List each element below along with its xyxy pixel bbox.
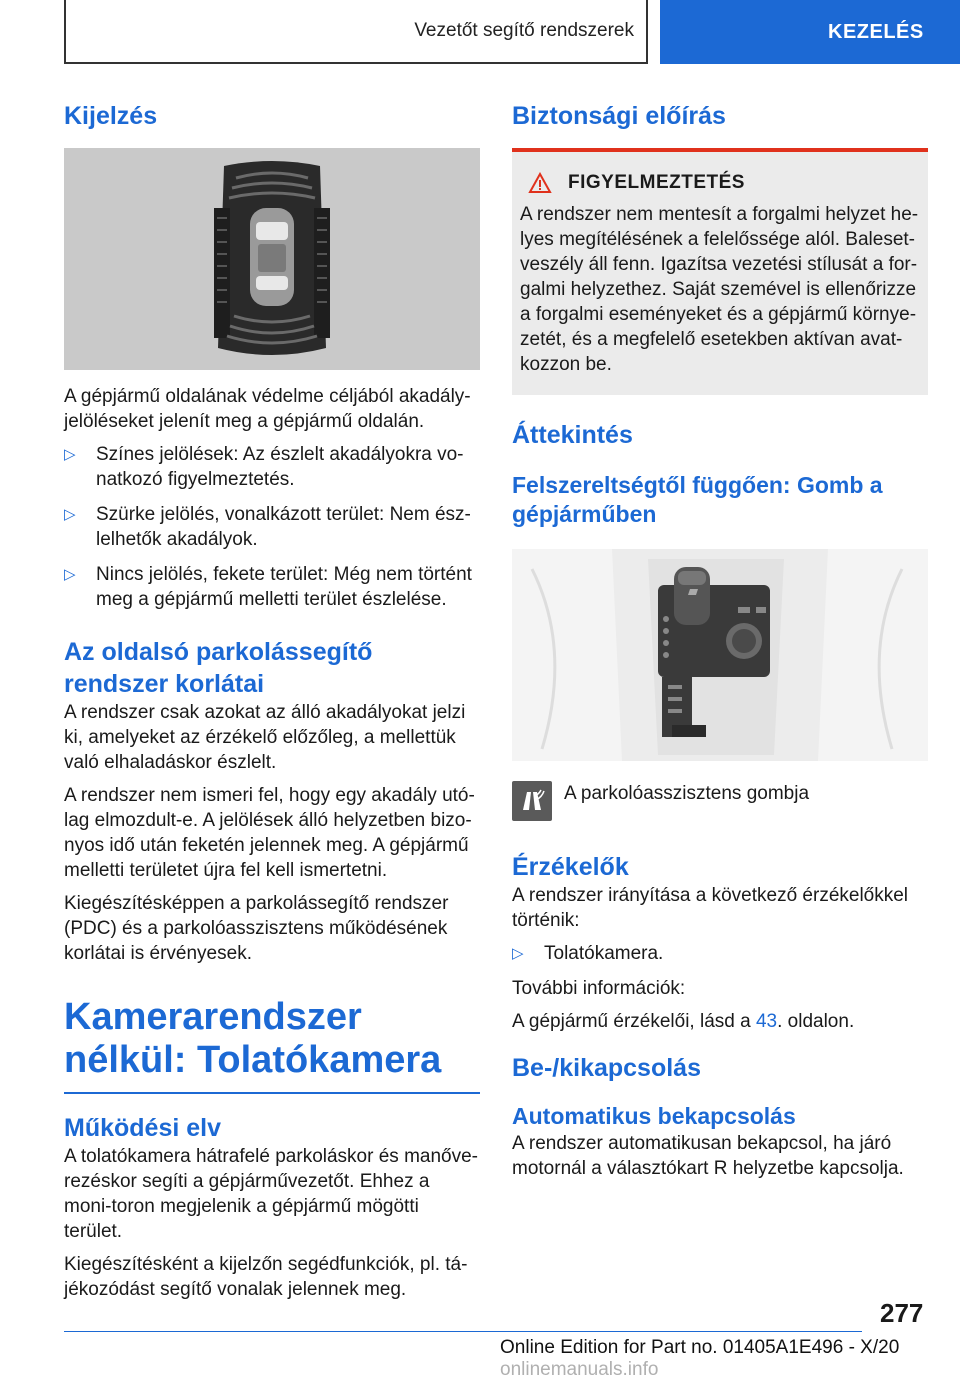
page-number: 277: [880, 1298, 924, 1328]
warning-title-row: [520, 172, 920, 194]
warning-title: FIGYELMEZTETÉS: [568, 172, 745, 193]
left-column: [64, 100, 480, 1310]
auto-text: A rendszer automatikusan bekapcsol, ha járó motornál a választókart R helyzetbe kapcsolja.: [512, 1133, 904, 1179]
parking-assistant-button-icon: [512, 781, 552, 821]
triangle-bullet-icon: ▷: [64, 566, 76, 583]
button-caption: A parkolóasszisztens gombja: [564, 783, 810, 804]
watermark: onlinemanuals.info: [500, 1359, 659, 1380]
camera-heading: Kamerarendszer nélkül: Tolatókamera: [64, 996, 480, 1094]
auto-heading: Automatikus bekapcsolás: [512, 1103, 796, 1129]
footer-edition: Online Edition for Part no. 01405A1E496 - X/20 onlinemanuals.info: [500, 1337, 900, 1380]
triangle-bullet-icon: ▷: [512, 945, 524, 962]
list-item: ▷ Tolatókamera.: [512, 943, 664, 964]
overview-heading: Áttekintés: [512, 421, 633, 449]
warning-triangle-icon: [528, 172, 552, 194]
button-heading: Felszereltségtől függően: Gomb a gépjárműben: [512, 472, 883, 527]
safety-heading: Biztonsági előírás: [512, 102, 726, 130]
section-title: Vezetőt segítő rendszerek: [414, 20, 634, 41]
center-console-image: [512, 549, 928, 761]
onoff-heading: Be-/kikapcsolás: [512, 1054, 701, 1082]
display-caption: A gépjármű oldalának védelme céljából akadály-jelöléseket jelenít meg a gépjármű oldalán.: [64, 386, 471, 432]
triangle-bullet-icon: ▷: [64, 506, 76, 523]
sensor-reference: A gépjármű érzékelői, lásd a 43. oldalon.: [512, 1011, 855, 1032]
list-item: ▷ Színes jelölések: Az észlelt akadályokra vo-natkozó figyelmeztetés.: [64, 444, 464, 490]
footer-rule: [64, 1331, 862, 1332]
display-heading: Kijelzés: [64, 102, 158, 130]
limits-paragraph: A rendszer csak azokat az álló akadályokat jelzi ki, amelyeket az érzékelő előzőleg, a mellettük való elhaladáskor észlelt.: [64, 702, 466, 773]
side-parking-display-image: [64, 148, 480, 370]
display-bullet-list: [64, 442, 480, 612]
button-caption-row: [512, 781, 928, 821]
limits-heading: Az oldalsó parkolássegítő rendszer korlátai: [64, 638, 373, 698]
triangle-bullet-icon: ▷: [64, 446, 76, 463]
list-item: ▷ Szürke jelölés, vonalkázott terület: Nem ész-lelhetők akadályok.: [64, 504, 471, 550]
warning-text: A rendszer nem mentesít a forgalmi helyzet he-lyes megítélésének a felelőssége alól. Baleset-veszély áll fenn. Igazítsa vezetési stílusát a for-galmi helyzethez. Saját szemével is ellenőrizze a forgalmi eseményeket és a gépjármű környe-zetét, és a megfelelő esetekben aktívan avat-kozzon be.: [520, 204, 919, 375]
more-info-label: További információk:: [512, 978, 686, 999]
running-header-chapter: [660, 0, 960, 64]
principle-paragraph: A tolatókamera hátrafelé parkoláskor és manőve-rezéskor segíti a gépjárművezetőt. Ehhez a moni-toron megjelenik a gépjármű mögötti terület.: [64, 1146, 478, 1242]
chapter-title: KEZELÉS: [828, 20, 924, 43]
running-header-section: [64, 0, 648, 64]
principle-paragraph: Kiegészítésként a kijelzőn segédfunkciók, pl. tá-jékozódást segítő vonalak jelennek meg.: [64, 1254, 468, 1300]
page-link[interactable]: 43: [755, 1011, 778, 1032]
warning-box: [512, 148, 928, 395]
sensors-heading: Érzékelők: [512, 853, 629, 881]
right-column: [512, 100, 928, 1189]
principle-heading: Működési elv: [64, 1114, 221, 1142]
limits-paragraph: Kiegészítésképpen a parkolássegítő rendszer (PDC) és a parkolóasszisztens működésének korlátai is érvényesek.: [64, 893, 449, 964]
sensors-text: A rendszer irányítása a következő érzékelőkkel történik:: [512, 885, 909, 931]
list-item: ▷ Nincs jelölés, fekete terület: Még nem történt meg a gépjármű melletti terület észlelése.: [64, 564, 472, 610]
limits-paragraph: A rendszer nem ismeri fel, hogy egy akadály utó-lag elmozdult-e. A jelölések álló helyzetben bizo-nyos idő után feketén jelennek meg. A gépjármű melletti területet újra fel kell ismertetni.: [64, 785, 475, 881]
